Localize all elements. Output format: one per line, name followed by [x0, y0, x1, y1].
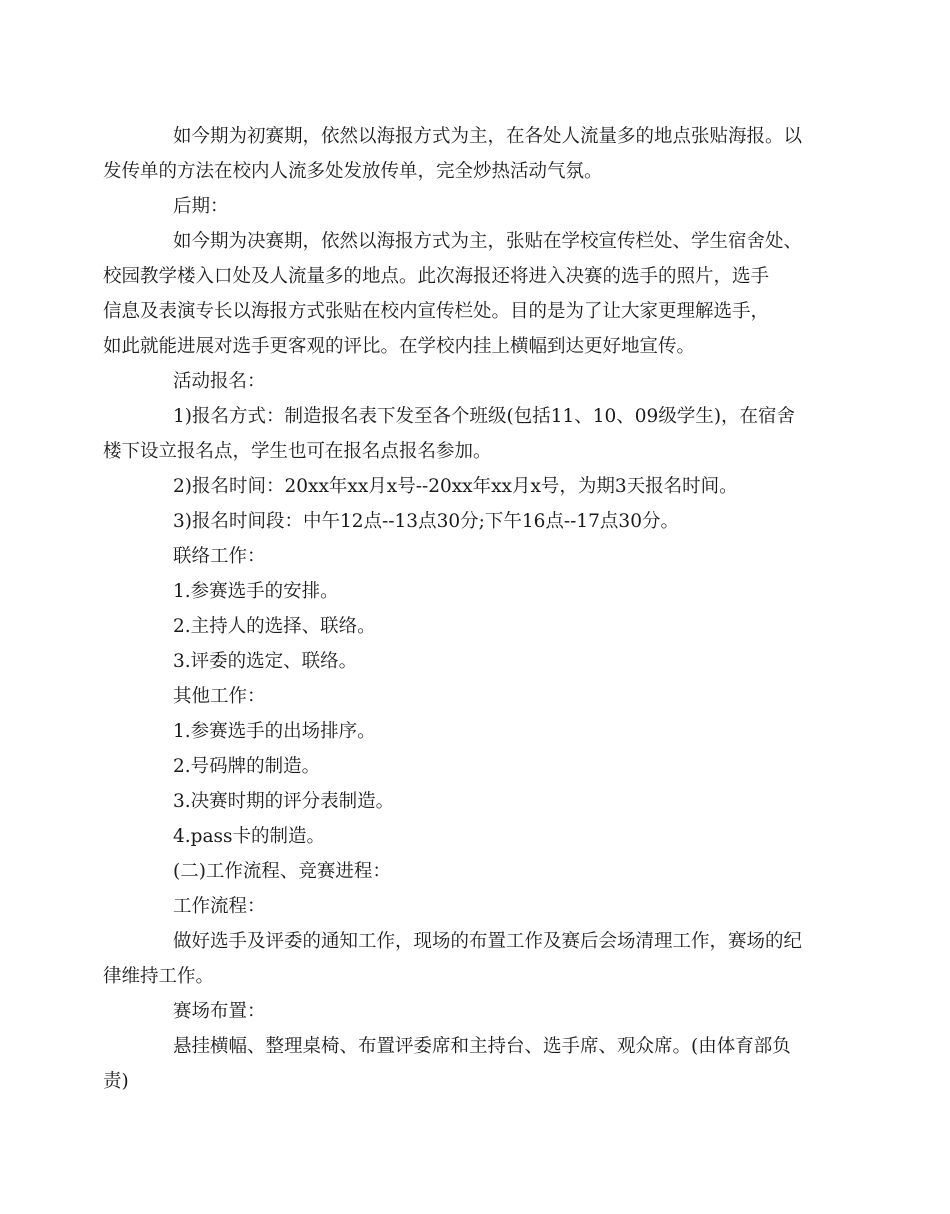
section-heading	[138, 889, 813, 924]
text-line: 工作流程：	[173, 896, 266, 917]
text-line: 如此就能进展对选手更客观的评比。在学校内挂上横幅到达更好地宣传。	[103, 336, 696, 357]
paragraph	[103, 1029, 813, 1099]
section-heading	[138, 994, 813, 1029]
paragraph	[103, 119, 813, 189]
text-line: 联络工作：	[173, 546, 266, 567]
list-item	[138, 644, 813, 679]
text-line: (二)工作流程、竞赛进程：	[173, 861, 391, 882]
text-line: 信息及表演专长以海报方式张贴在校内宣传栏处。目的是为了让大家更理解选手，	[103, 301, 770, 322]
paragraph	[103, 224, 813, 364]
text-line: 4.pass卡的制造。	[173, 826, 326, 847]
text-line: 1.参赛选手的出场排序。	[173, 721, 376, 742]
text-line: 校园教学楼入口处及人流量多的地点。此次海报还将进入决赛的选手的照片，选手	[103, 266, 770, 287]
list-item	[138, 819, 813, 854]
text-line: 2)报名时间：20xx年xx月x号--20xx年xx月x号，为期3天报名时间。	[173, 476, 738, 497]
paragraph	[103, 399, 813, 469]
text-line: 3.决赛时期的评分表制造。	[173, 791, 395, 812]
section-heading	[138, 364, 813, 399]
text-line: 其他工作：	[173, 686, 266, 707]
text-line: 律维持工作。	[103, 966, 215, 987]
text-line: 如今期为初赛期，依然以海报方式为主，在各处人流量多的地点张贴海报。以	[173, 126, 803, 147]
text-line: 如今期为决赛期，依然以海报方式为主，张贴在学校宣传栏处、学生宿舍处、	[173, 231, 803, 252]
paragraph	[138, 504, 813, 539]
document-body	[103, 119, 813, 1099]
paragraph	[138, 469, 813, 504]
text-line: 楼下设立报名点，学生也可在报名点报名参加。	[103, 441, 492, 462]
text-line: 做好选手及评委的通知工作，现场的布置工作及赛后会场清理工作，赛场的纪	[173, 931, 803, 952]
text-line: 发传单的方法在校内人流多处发放传单，完全炒热活动气氛。	[103, 161, 603, 182]
section-heading	[138, 679, 813, 714]
paragraph	[103, 924, 813, 994]
text-line: 活动报名：	[173, 371, 266, 392]
text-line: 3)报名时间段：中午12点--13点30分;下午16点--17点30分。	[173, 511, 679, 532]
text-line: 3.评委的选定、联络。	[173, 651, 358, 672]
list-item	[138, 749, 813, 784]
list-item	[138, 574, 813, 609]
text-line: 2.主持人的选择、联络。	[173, 616, 376, 637]
text-line: 1.参赛选手的安排。	[173, 581, 339, 602]
section-heading	[138, 854, 813, 889]
list-item	[138, 714, 813, 749]
list-item	[138, 609, 813, 644]
list-item	[138, 784, 813, 819]
text-line: 2.号码牌的制造。	[173, 756, 321, 777]
section-heading	[138, 539, 813, 574]
text-line: 责)	[103, 1071, 129, 1092]
text-line: 1)报名方式：制造报名表下发至各个班级(包括11、10、09级学生)，在宿舍	[173, 406, 796, 427]
section-heading	[138, 189, 813, 224]
text-line: 悬挂横幅、整理桌椅、布置评委席和主持台、选手席、观众席。(由体育部负	[173, 1036, 791, 1057]
text-line: 后期：	[173, 196, 229, 217]
text-line: 赛场布置：	[173, 1001, 266, 1022]
